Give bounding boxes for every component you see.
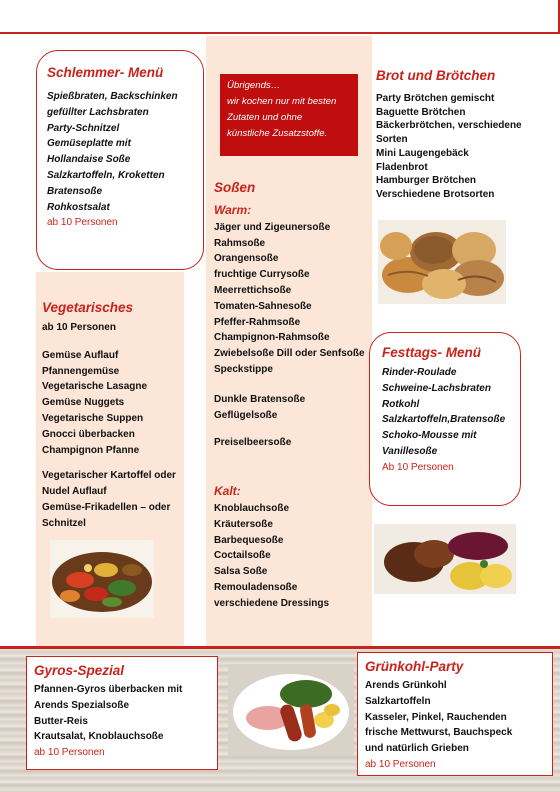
list-item: Gnocci überbacken — [42, 428, 135, 440]
list-item: Bratensoße — [47, 185, 103, 197]
list-item: Champignon-Rahmsoße — [214, 332, 330, 344]
sauces-cold-title: Kalt: — [214, 484, 241, 499]
info-box — [220, 74, 358, 156]
list-item: Speckstippe — [214, 363, 273, 375]
list-item: Arends Spezialsoße — [34, 699, 130, 711]
list-item: Gemüseplatte mit — [47, 138, 131, 150]
gyros-card — [26, 656, 218, 770]
info-line: Zutaten und ohne — [227, 112, 303, 123]
roasted-vegetables-photo — [50, 540, 154, 618]
festtags-menu-list — [382, 365, 520, 460]
list-item: Jäger und Zigeunersoße — [214, 221, 331, 233]
gyros-title: Gyros-Spezial — [34, 663, 125, 678]
list-item: Salsa Soße — [214, 566, 268, 578]
list-item: Rotkohl — [382, 398, 420, 410]
list-item: verschiedene Dressings — [214, 597, 330, 609]
list-item: Schoko-Mousse mit — [382, 430, 477, 442]
list-item: fruchtige Currysoße — [214, 269, 310, 281]
bread-section — [376, 68, 556, 202]
list-item: Rohkostsalat — [47, 201, 110, 213]
list-item: Champignon Pfanne — [42, 444, 140, 456]
top-border — [0, 0, 560, 34]
list-item: Hollandaise Soße — [47, 154, 131, 166]
gyros-list — [34, 682, 217, 745]
schlemmer-menu-note: ab 10 Personen — [47, 217, 118, 229]
list-item: Vanillesoße — [382, 445, 438, 457]
list-item: Spießbraten, Backschinken — [47, 91, 178, 102]
festtags-menu-title: Festtags- Menü — [382, 345, 482, 360]
sauces-warm-title: Warm: — [214, 203, 252, 217]
list-item: Pfannengemüse — [42, 365, 120, 377]
list-item: Sorten — [376, 134, 408, 146]
sauces-warm-list-2 — [214, 392, 370, 424]
list-item: Salzkartoffeln — [365, 695, 431, 707]
list-item: Gemüse Auflauf — [42, 349, 119, 361]
list-item: Geflügelsoße — [214, 409, 278, 421]
list-item: Party Brötchen gemischt — [376, 93, 495, 104]
list-item: Barbequesoße — [214, 534, 284, 546]
bread-list — [376, 92, 556, 202]
list-item: Tomaten-Sahnesoße — [214, 300, 312, 312]
list-item: Rahmsoße — [214, 237, 266, 249]
list-item: Vegetarischer Kartoffel oder — [42, 470, 176, 482]
gruenkohl-note: ab 10 Personen — [365, 758, 436, 770]
list-item: Gemüse Nuggets — [42, 397, 125, 409]
info-line: wir kochen nur mit besten — [227, 96, 337, 107]
list-item: Remouladensoße — [214, 581, 298, 593]
info-line: künstliche Zusatzstoffe. — [227, 128, 328, 139]
list-item: Vegetarische Lasagne — [42, 381, 148, 393]
list-item: Mini Laugengebäck — [376, 147, 469, 159]
festtags-menu-card — [369, 332, 521, 506]
list-item: Arends Grünkohl — [365, 680, 447, 691]
list-item: Nudel Auflauf — [42, 486, 107, 498]
list-item: Pfeffer-Rahmsoße — [214, 316, 301, 328]
sauces-section — [214, 180, 370, 612]
list-item: Salzkartoffeln, Kroketten — [47, 169, 165, 181]
sauces-warm-list — [214, 220, 370, 378]
bread-title: Brot und Brötchen — [376, 68, 496, 83]
list-item: Vegetarische Suppen — [42, 412, 144, 424]
list-item: Hamburger Brötchen — [376, 175, 477, 187]
sauces-cold-list — [214, 501, 370, 612]
list-item: gefüllter Lachsbraten — [47, 106, 149, 118]
gruenkohl-list — [365, 678, 552, 757]
list-item: Knoblauchsoße — [214, 502, 290, 514]
list-item: Butter-Reis — [34, 715, 88, 727]
vegetarian-list — [42, 348, 184, 459]
list-item: Gemüse-Frikadellen – oder — [42, 501, 171, 513]
sauces-warm-list-3 — [214, 435, 370, 451]
gruenkohl-card — [357, 652, 553, 776]
vegetarian-section — [42, 300, 184, 532]
list-item: Bäckerbrötchen, verschiedene — [376, 120, 522, 132]
sauces-title: Soßen — [214, 180, 256, 195]
list-item: Kräutersoße — [214, 518, 273, 530]
list-item: Orangensoße — [214, 253, 279, 265]
list-item: Meerrettichsoße — [214, 284, 292, 296]
festtags-menu-note: Ab 10 Personen — [382, 461, 454, 473]
list-item: Verschiedene Brotsorten — [376, 188, 495, 200]
list-item: Dunkle Bratensoße — [214, 393, 306, 405]
gruenkohl-title: Grünkohl-Party — [365, 659, 464, 674]
kale-sausage-plate-photo — [228, 664, 354, 756]
list-item: Party-Schnitzel — [47, 122, 120, 134]
vegetarian-note: ab 10 Personen — [42, 322, 116, 333]
list-item: Coctailsoße — [214, 550, 271, 562]
list-item: Salzkartoffeln,Bratensoße — [382, 414, 506, 426]
list-item: Schweine-Lachsbraten — [382, 382, 491, 394]
gyros-note: ab 10 Personen — [34, 747, 105, 759]
bread-rolls-photo — [378, 220, 506, 304]
list-item: Fladenbrot — [376, 161, 428, 173]
vegetarian-list-2 — [42, 468, 184, 531]
list-item: und natürlich Grieben — [365, 743, 469, 755]
list-item: Kasseler, Pinkel, Rauchenden — [365, 711, 507, 723]
schlemmer-menu-list — [47, 89, 203, 215]
roulade-photo — [374, 524, 516, 594]
list-item: Zwiebelsoße Dill oder Senfsoße — [214, 348, 365, 360]
list-item: Baguette Brötchen — [376, 106, 466, 118]
schlemmer-menu-card — [36, 50, 204, 270]
list-item: Preiselbeersoße — [214, 437, 292, 449]
list-item: Krautsalat, Knoblauchsoße — [34, 731, 164, 743]
list-item: frische Mettwurst, Bauchspeck — [365, 727, 513, 739]
list-item: Pfannen-Gyros überbacken mit — [34, 684, 183, 695]
list-item: Rinder-Roulade — [382, 367, 457, 378]
vegetarian-title: Vegetarisches — [42, 300, 134, 315]
list-item: Schnitzel — [42, 517, 86, 529]
schlemmer-menu-title: Schlemmer- Menü — [47, 65, 164, 80]
info-line: Übrigends… — [227, 80, 281, 91]
